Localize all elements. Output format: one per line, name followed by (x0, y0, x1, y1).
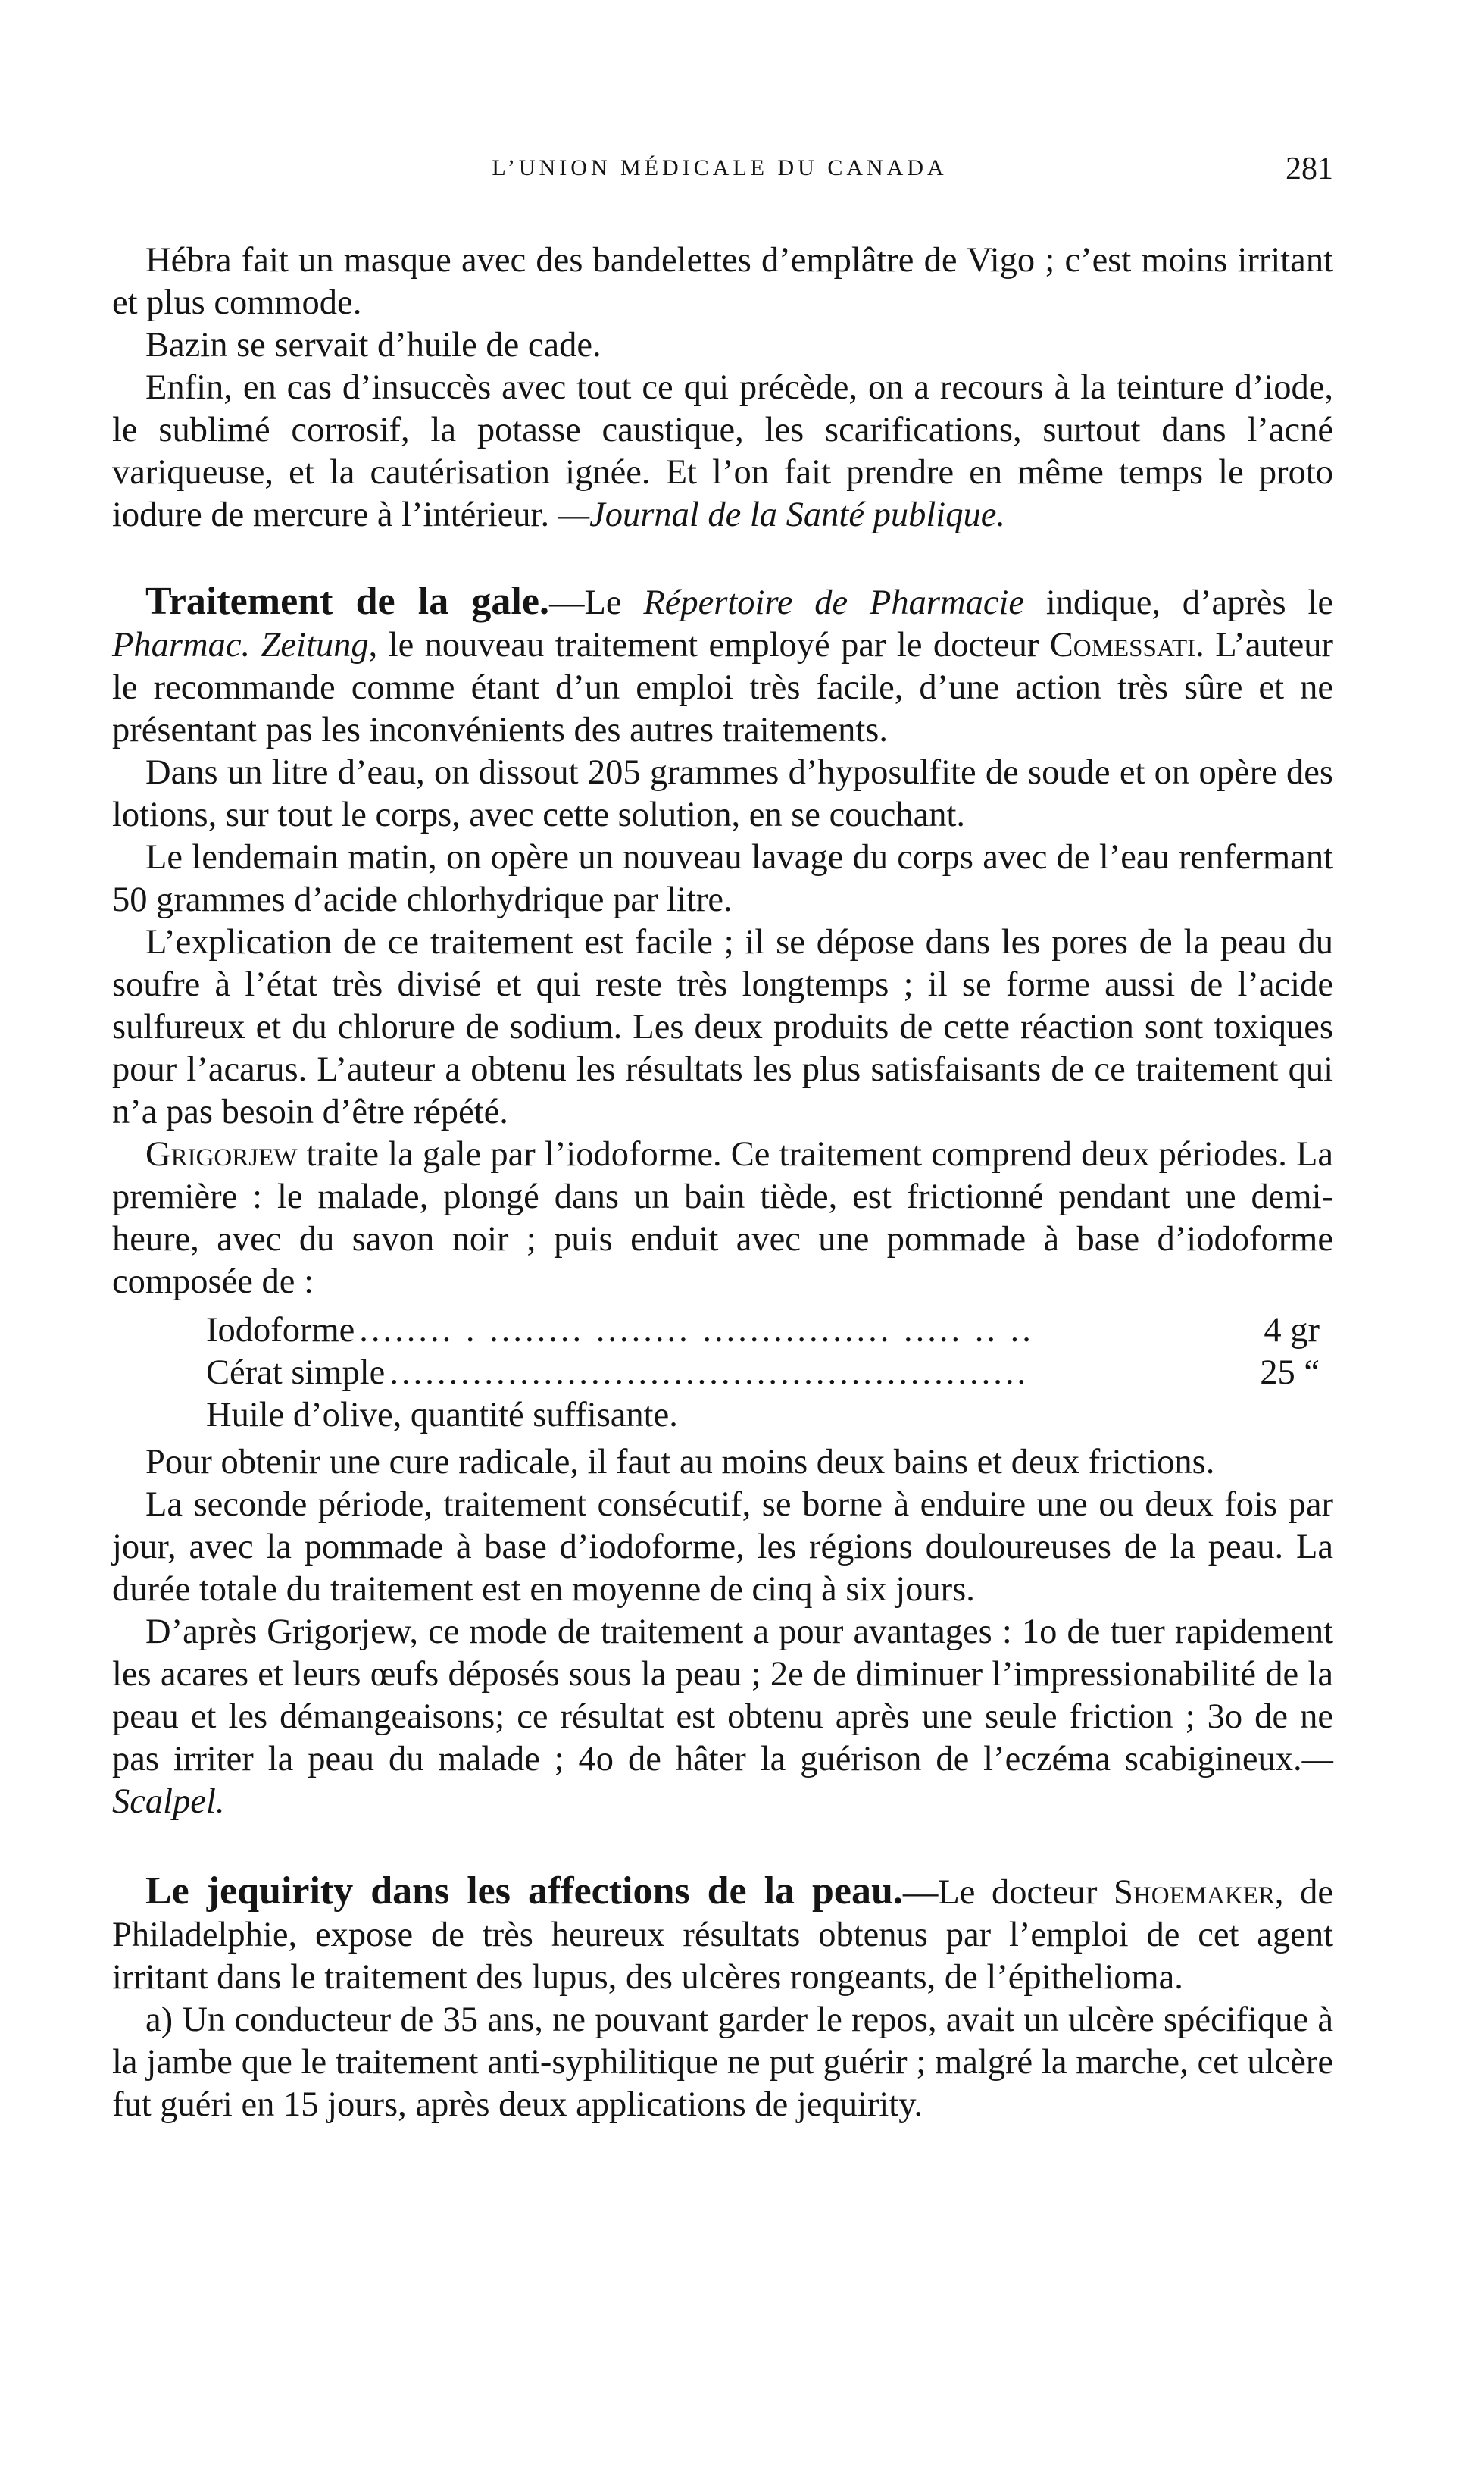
avantages-text: D’après Grigorjew, ce mode de traitement a pour avantages : 1o de tuer rapidement les acares et leurs œufs déposés sous la peau ; 2e de diminuer l’impressionabilité de la peau et les démangeaisons; ce résultat est obtenu après une seule friction ; 3o de ne pas irriter la peau du malade ; 4o de hâter la guérison de l’eczéma scabigineux. (112, 1613, 1333, 1778)
paragraph-gale-intro (112, 580, 1333, 752)
paragraph-explication: L’explication de ce traitement est facile ; il se dépose dans les pores de la peau du soufre à l’état très divisé et qui reste très longtemps ; il se forme aussi de l’acide sulfureux et du chlorure de sodium. Les deux produits de cette réaction sont toxiques pour l’acarus. L’auteur a obtenu les résultats les plus satisfaisants de ce traitement qui n’a pas besoin d’être répété. (112, 923, 1333, 1131)
source-journal-sante: —Journal de la Santé publique. (558, 496, 1005, 534)
formula-leader: ...................................................... (389, 1353, 1029, 1392)
body-text (112, 239, 1333, 2126)
paragraph-bazin: Bazin se servait d’huile de cade. (145, 326, 601, 364)
jequirity-intro-b: , de Philadelphie, expose de très heureux résultats obtenus par l’emploi de cet agent irritant dans le traitement des lupus, des ulcères rongeants, de l’épithelioma. (112, 1873, 1333, 1997)
source-scalpel: —Scalpel. (112, 1740, 1333, 1821)
formula-last-line: Huile d’olive, quantité suffisante. (206, 1396, 678, 1434)
gale-intro-pharmac: Pharmac. Zeitung (112, 626, 369, 665)
gale-intro-d: . L’auteur le recommande comme étant d’un emploi très facile, d’une action très sûre et ne présentant pas les inconvénients des autres traitements. (112, 626, 1333, 749)
running-head: L’UNION MÉDICALE DU CANADA (492, 155, 948, 180)
formula-row (206, 1352, 1320, 1394)
paragraph-lendemain: Le lendemain matin, on opère un nouveau lavage du corps avec de l’eau renfermant 50 grammes d’acide chlorhydrique par litre. (112, 838, 1333, 919)
gale-intro-b: indique, d’après le (1024, 583, 1334, 622)
formula (206, 1309, 1320, 1437)
paragraph-enfin-text: Enfin, en cas d’insuccès avec tout ce qui précède, on a recours à la teinture d’iode, le sublimé corrosif, la potasse caustique, les scarifications, surtout dans l’acné variqueuse, et la cautérisation ignée. Et l’on fait prendre en même temps le proto iodure de mercure à l’intérieur. (112, 368, 1333, 534)
formula-row (206, 1309, 1320, 1352)
paragraph-jequirity-intro (112, 1870, 1333, 1999)
gale-intro-a: —Le (548, 583, 644, 622)
section-title-jequirity: Le jequirity dans les affections de la peau. (145, 1869, 903, 1913)
grigorjew-author: Grigorjew (145, 1135, 298, 1174)
jequirity-intro-author: Shoemaker (1114, 1873, 1275, 1912)
formula-leader: ........ . ........ ........ ................ ..... .. .. (359, 1311, 1034, 1350)
formula-ingredient: Iodoforme (206, 1311, 355, 1350)
gale-intro-author: Comessati (1049, 626, 1196, 665)
paragraph-cure-radicale: Pour obtenir une cure radicale, il faut au moins deux bains et deux frictions. (145, 1443, 1215, 1481)
grigorjew-text: traite la gale par l’iodoforme. Ce traitement comprend deux périodes. La première : le malade, plongé dans un bain tiède, est frictionné pendant une demi-heure, avec du savon noir ; puis enduit avec une pommade à base d’iodoforme composée de : (112, 1135, 1333, 1301)
formula-ingredient: Cérat simple (206, 1353, 386, 1392)
paragraph-seconde-periode: La seconde période, traitement consécutif, se borne à enduire une ou deux fois par jour, avec la pommade à base d’iodoforme, les régions douloureuses de la peau. La durée totale du traitement est en moyenne de cinq à six jours. (112, 1485, 1333, 1609)
paragraph-grigorjew (112, 1134, 1333, 1303)
page-number: 281 (1286, 152, 1333, 186)
section-gap (112, 1823, 1333, 1870)
section-title-gale: Traitement de la gale. (145, 580, 549, 623)
paragraph-conducteur: a) Un conducteur de 35 ans, ne pouvant garder le repos, avait un ulcère spécifique à la jambe que le traitement anti-syphilitique ne put guérir ; malgré la marche, cet ulcère fut guéri en 15 jours, après deux applications de jequirity. (112, 2000, 1333, 2124)
jequirity-intro-a: —Le docteur (902, 1873, 1114, 1912)
paragraph-litre-eau: Dans un litre d’eau, on dissout 205 grammes d’hyposulfite de soude et on opère des lotions, sur tout le corps, avec cette solution, en se couchant. (112, 753, 1333, 834)
section-gap (112, 536, 1333, 580)
gale-intro-journal: Répertoire de Pharmacie (643, 583, 1025, 622)
paragraph-hebra: Hébra fait un masque avec des bandelettes d’emplâtre de Vigo ; c’est moins irritant et plus commode. (112, 241, 1333, 322)
gale-intro-c: , le nouveau traitement employé par le docteur (368, 626, 1050, 665)
paragraph-enfin (112, 367, 1333, 536)
formula-quantity: 4 gr (1264, 1311, 1320, 1350)
page-header (106, 152, 1333, 193)
formula-quantity: 25 “ (1260, 1353, 1320, 1392)
paragraph-avantages (112, 1611, 1333, 1823)
